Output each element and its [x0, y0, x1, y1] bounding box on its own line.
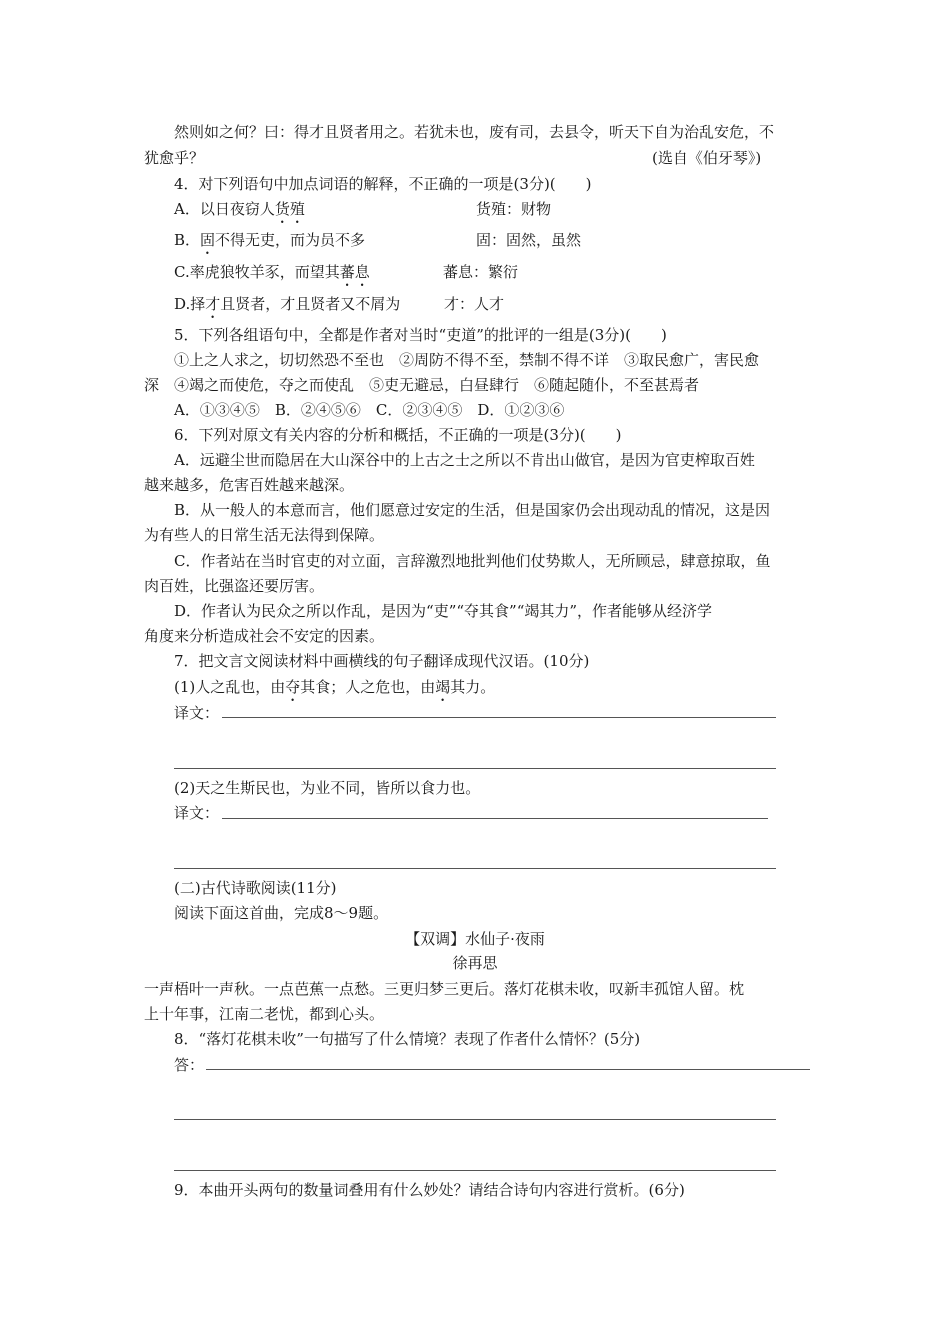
q7-answer-line-1b[interactable]	[174, 768, 776, 769]
q8-answer-line-3[interactable]	[174, 1170, 776, 1171]
q4-option-d-gloss: 才：人才	[444, 295, 505, 313]
q4-option-d: D.择才且贤者，才且贤者又不屑为	[174, 295, 401, 313]
q4-option-b: B．固不得无吏，而为员不多	[174, 231, 366, 249]
poem-line-1: 一声梧叶一声秋。一点芭蕉一点愁。三更归梦三更后。落灯花棋未收，叹新丰孤馆人留。枕	[144, 980, 745, 998]
q6-option-b-line-1: B．从一般人的本意而言，他们愿意过安定的生活，但是国家仍会出现动乱的情况，这是因	[174, 501, 771, 519]
q7-dotted-word-1: 夺	[285, 678, 301, 696]
q5-choices: A．①③④⑤ B．②④⑤⑥ C．②③④⑤ D．①②③⑥	[174, 401, 565, 419]
poem-line-2: 上十年事，江南二老忧，都到心头。	[144, 1005, 385, 1023]
q4-stem: 4．对下列语句中加点词语的解释，不正确的一项是(3分)( )	[174, 175, 592, 193]
q7-sentence-2: (2)天之生斯民也，为业不同，皆所以食力也。	[174, 779, 481, 797]
q6-option-a-line-2: 越来越多，危害百姓越来越深。	[144, 476, 355, 494]
section-2-intro: 阅读下面这首曲，完成8～9题。	[174, 904, 389, 922]
q4-option-b-gloss: 固：固然，虽然	[476, 231, 582, 249]
q6-option-d-line-1: D．作者认为民众之所以作乱，是因为“吏”“夺其食”“竭其力”，作者能够从经济学	[174, 602, 713, 620]
poem-author: 徐再思	[452, 954, 498, 972]
q7-answer-label-2: 译文：	[174, 804, 220, 822]
q5-statements-line-1: ①上之人求之，切切然恐不至也 ②周防不得不至，禁制不得不详 ③取民愈广，害民愈	[174, 351, 760, 369]
passage-source: (选自《伯牙琴》)	[652, 149, 762, 167]
q6-option-c-line-1: C．作者站在当时官吏的对立面，言辞激烈地批判他们仗势欺人，无所顾忌，肆意掠取，鱼	[174, 552, 771, 570]
section-2-title: (二)古代诗歌阅读(11分)	[174, 879, 337, 897]
q4-option-c-dotted-word: 蕃息	[339, 263, 370, 281]
q8-answer-line-2[interactable]	[174, 1119, 776, 1120]
q4-option-a: A．以日夜窃人货殖	[174, 200, 305, 218]
passage-line-2: 犹愈乎？	[144, 149, 205, 167]
q4-option-b-dotted-word: 固	[200, 231, 216, 249]
q7-answer-line-2b[interactable]	[174, 868, 776, 869]
q7-stem: 7．把文言文阅读材料中画横线的句子翻译成现代汉语。(10分)	[174, 652, 590, 670]
q7-answer-line-2a[interactable]	[222, 818, 768, 819]
q5-statements-line-2: 深 ④竭之而使危，夺之而使乱 ⑤吏无避忌，白昼肆行 ⑥随起随仆，不至甚焉者	[144, 376, 700, 394]
q7-answer-label-1: 译文：	[174, 704, 220, 722]
q7-dotted-word-2: 竭	[435, 678, 451, 696]
q6-option-c-line-2: 肉百姓，比强盗还要厉害。	[144, 577, 325, 595]
passage-line-1: 然则如之何？曰：得才且贤者用之。若犹未也，废有司，去县令，听天下自为治乱安危，不	[174, 123, 775, 141]
q7-sentence-1: (1)人之乱也，由夺其食；人之危也，由竭其力。	[174, 678, 496, 696]
q6-option-d-line-2: 角度来分析造成社会不安定的因素。	[144, 627, 385, 645]
q4-option-a-gloss: 货殖：财物	[476, 200, 552, 218]
q5-stem: 5．下列各组语句中，全都是作者对当时“吏道”的批评的一组是(3分)( )	[174, 326, 667, 344]
poem-title: 【双调】水仙子·夜雨	[405, 930, 545, 948]
q9-stem: 9．本曲开头两句的数量词叠用有什么妙处？请结合诗句内容进行赏析。(6分)	[174, 1181, 685, 1199]
q6-stem: 6．下列对原文有关内容的分析和概括，不正确的一项是(3分)( )	[174, 426, 622, 444]
q7-answer-line-1a[interactable]	[222, 717, 776, 718]
q4-option-c-gloss: 蕃息：繁衍	[443, 263, 519, 281]
q6-option-a-line-1: A．远避尘世而隐居在大山深谷中的上古之士之所以不肯出山做官，是因为官吏榨取百姓	[174, 451, 755, 469]
q6-option-b-line-2: 为有些人的日常生活无法得到保障。	[144, 526, 385, 544]
q4-option-a-dotted-word: 货殖	[274, 200, 305, 218]
q8-answer-line-1[interactable]	[206, 1069, 810, 1070]
q8-answer-label: 答：	[174, 1056, 205, 1074]
q8-stem: 8．“落灯花棋未收”一句描写了什么情境？表现了作者什么情怀？(5分)	[174, 1030, 641, 1048]
q4-option-c: C.率虎狼牧羊豕，而望其蕃息	[174, 263, 370, 281]
q4-option-d-dotted-word: 才	[205, 295, 221, 313]
